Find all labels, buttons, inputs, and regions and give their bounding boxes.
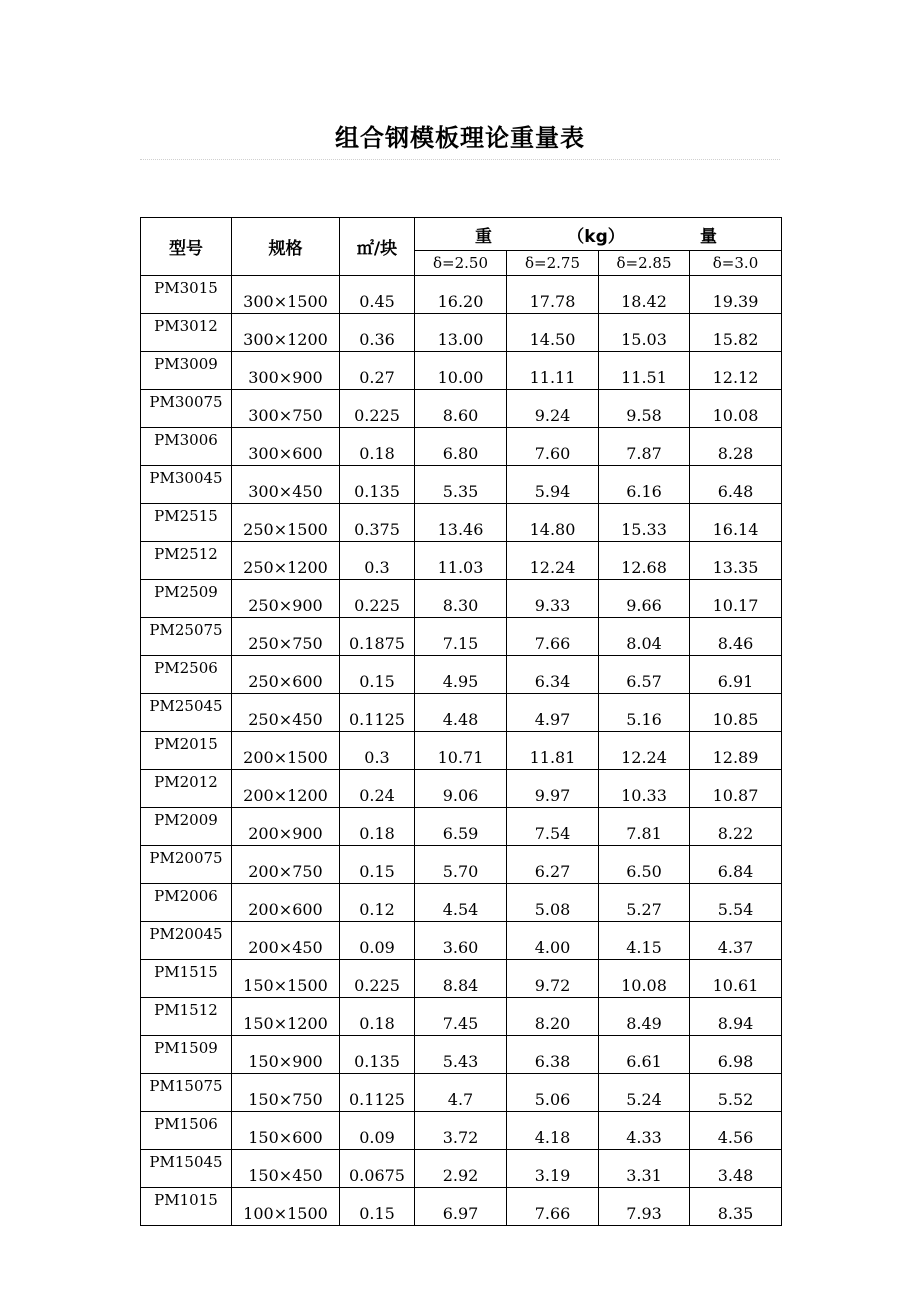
- cell-weight: 19.39: [690, 276, 782, 314]
- cell-weight: 15.03: [599, 314, 690, 352]
- table-row: [141, 618, 782, 656]
- cell-weight: 6.48: [690, 466, 782, 504]
- cell-weight: 3.19: [507, 1150, 599, 1188]
- cell-area: 0.09: [340, 1112, 415, 1150]
- cell-area: 0.18: [340, 428, 415, 466]
- cell-weight: 5.94: [507, 466, 599, 504]
- cell-weight: 9.24: [507, 390, 599, 428]
- cell-spec: 250×1500: [232, 504, 340, 542]
- cell-weight: 4.95: [415, 656, 507, 694]
- cell-weight: 6.50: [599, 846, 690, 884]
- cell-weight: 12.24: [507, 542, 599, 580]
- cell-spec: 300×1200: [232, 314, 340, 352]
- cell-area: 0.0675: [340, 1150, 415, 1188]
- cell-area: 0.15: [340, 656, 415, 694]
- cell-model: PM2512: [141, 542, 232, 580]
- cell-area: 0.45: [340, 276, 415, 314]
- cell-area: 0.225: [340, 390, 415, 428]
- cell-weight: 3.31: [599, 1150, 690, 1188]
- cell-model: PM1515: [141, 960, 232, 998]
- cell-weight: 12.89: [690, 732, 782, 770]
- table-row: [141, 1188, 782, 1226]
- cell-model: PM30045: [141, 466, 232, 504]
- cell-weight: 12.12: [690, 352, 782, 390]
- table-row: [141, 922, 782, 960]
- header-delta: δ=2.50: [415, 251, 507, 276]
- cell-weight: 16.20: [415, 276, 507, 314]
- cell-weight: 9.33: [507, 580, 599, 618]
- cell-weight: 5.43: [415, 1036, 507, 1074]
- cell-weight: 10.71: [415, 732, 507, 770]
- cell-weight: 11.81: [507, 732, 599, 770]
- cell-weight: 5.16: [599, 694, 690, 732]
- cell-model: PM3015: [141, 276, 232, 314]
- cell-weight: 4.37: [690, 922, 782, 960]
- cell-weight: 4.56: [690, 1112, 782, 1150]
- table-row: [141, 428, 782, 466]
- cell-weight: 7.66: [507, 618, 599, 656]
- cell-spec: 250×1200: [232, 542, 340, 580]
- cell-weight: 5.06: [507, 1074, 599, 1112]
- cell-weight: 15.33: [599, 504, 690, 542]
- table-row: [141, 694, 782, 732]
- cell-area: 0.18: [340, 998, 415, 1036]
- table-row: [141, 1150, 782, 1188]
- cell-area: 0.135: [340, 1036, 415, 1074]
- header-delta: δ=3.0: [690, 251, 782, 276]
- cell-weight: 9.66: [599, 580, 690, 618]
- header-spec: 规格: [232, 218, 340, 276]
- cell-spec: 250×900: [232, 580, 340, 618]
- cell-area: 0.36: [340, 314, 415, 352]
- cell-weight: 10.00: [415, 352, 507, 390]
- cell-model: PM1509: [141, 1036, 232, 1074]
- cell-weight: 12.24: [599, 732, 690, 770]
- cell-weight: 6.16: [599, 466, 690, 504]
- cell-spec: 150×1500: [232, 960, 340, 998]
- cell-weight: 7.87: [599, 428, 690, 466]
- cell-area: 0.225: [340, 580, 415, 618]
- cell-weight: 5.27: [599, 884, 690, 922]
- cell-weight: 5.70: [415, 846, 507, 884]
- cell-weight: 8.84: [415, 960, 507, 998]
- cell-spec: 300×450: [232, 466, 340, 504]
- cell-spec: 200×750: [232, 846, 340, 884]
- cell-area: 0.3: [340, 542, 415, 580]
- table-row: [141, 466, 782, 504]
- cell-area: 0.135: [340, 466, 415, 504]
- cell-weight: 4.33: [599, 1112, 690, 1150]
- cell-weight: 7.60: [507, 428, 599, 466]
- cell-weight: 7.15: [415, 618, 507, 656]
- cell-weight: 4.48: [415, 694, 507, 732]
- cell-weight: 5.54: [690, 884, 782, 922]
- cell-weight: 6.38: [507, 1036, 599, 1074]
- cell-weight: 9.58: [599, 390, 690, 428]
- cell-spec: 200×900: [232, 808, 340, 846]
- cell-weight: 8.35: [690, 1188, 782, 1226]
- cell-model: PM3009: [141, 352, 232, 390]
- cell-weight: 7.81: [599, 808, 690, 846]
- table-row: [141, 1074, 782, 1112]
- cell-weight: 5.08: [507, 884, 599, 922]
- table-body: [141, 276, 782, 1226]
- table-row: [141, 314, 782, 352]
- cell-area: 0.225: [340, 960, 415, 998]
- cell-weight: 7.66: [507, 1188, 599, 1226]
- cell-weight: 10.87: [690, 770, 782, 808]
- cell-spec: 150×750: [232, 1074, 340, 1112]
- cell-spec: 150×600: [232, 1112, 340, 1150]
- cell-weight: 9.97: [507, 770, 599, 808]
- cell-weight: 6.34: [507, 656, 599, 694]
- cell-weight: 5.24: [599, 1074, 690, 1112]
- header-weight: [415, 218, 782, 251]
- table-row: [141, 770, 782, 808]
- cell-weight: 5.35: [415, 466, 507, 504]
- cell-model: PM1512: [141, 998, 232, 1036]
- cell-model: PM1015: [141, 1188, 232, 1226]
- cell-spec: 300×900: [232, 352, 340, 390]
- cell-weight: 3.72: [415, 1112, 507, 1150]
- cell-model: PM15075: [141, 1074, 232, 1112]
- cell-weight: 17.78: [507, 276, 599, 314]
- cell-weight: 4.00: [507, 922, 599, 960]
- cell-model: PM2012: [141, 770, 232, 808]
- cell-weight: 13.00: [415, 314, 507, 352]
- weight-table: [140, 217, 782, 1226]
- cell-area: 0.27: [340, 352, 415, 390]
- cell-weight: 4.7: [415, 1074, 507, 1112]
- cell-weight: 3.48: [690, 1150, 782, 1188]
- cell-area: 0.09: [340, 922, 415, 960]
- cell-weight: 4.18: [507, 1112, 599, 1150]
- cell-spec: 300×600: [232, 428, 340, 466]
- cell-weight: 10.17: [690, 580, 782, 618]
- cell-model: PM30075: [141, 390, 232, 428]
- cell-weight: 6.27: [507, 846, 599, 884]
- cell-weight: 4.15: [599, 922, 690, 960]
- cell-weight: 6.61: [599, 1036, 690, 1074]
- cell-spec: 200×1500: [232, 732, 340, 770]
- cell-weight: 6.80: [415, 428, 507, 466]
- cell-model: PM15045: [141, 1150, 232, 1188]
- cell-weight: 8.49: [599, 998, 690, 1036]
- cell-weight: 3.60: [415, 922, 507, 960]
- cell-weight: 13.35: [690, 542, 782, 580]
- cell-model: PM2506: [141, 656, 232, 694]
- cell-area: 0.375: [340, 504, 415, 542]
- header-weight-unit: （kg）: [567, 226, 625, 247]
- cell-area: 0.12: [340, 884, 415, 922]
- header-delta: δ=2.75: [507, 251, 599, 276]
- cell-spec: 100×1500: [232, 1188, 340, 1226]
- table-row: [141, 276, 782, 314]
- cell-weight: 8.04: [599, 618, 690, 656]
- cell-weight: 7.54: [507, 808, 599, 846]
- cell-weight: 2.92: [415, 1150, 507, 1188]
- cell-weight: 18.42: [599, 276, 690, 314]
- cell-weight: 8.46: [690, 618, 782, 656]
- cell-weight: 10.61: [690, 960, 782, 998]
- cell-weight: 11.11: [507, 352, 599, 390]
- cell-weight: 11.51: [599, 352, 690, 390]
- cell-weight: 8.28: [690, 428, 782, 466]
- header-delta: δ=2.85: [599, 251, 690, 276]
- cell-spec: 150×1200: [232, 998, 340, 1036]
- table-row: [141, 732, 782, 770]
- cell-weight: 14.80: [507, 504, 599, 542]
- cell-area: 0.15: [340, 1188, 415, 1226]
- cell-weight: 6.59: [415, 808, 507, 846]
- cell-model: PM3012: [141, 314, 232, 352]
- cell-spec: 200×450: [232, 922, 340, 960]
- cell-area: 0.1125: [340, 694, 415, 732]
- table-row: [141, 390, 782, 428]
- cell-weight: 4.54: [415, 884, 507, 922]
- cell-model: PM20045: [141, 922, 232, 960]
- cell-area: 0.1125: [340, 1074, 415, 1112]
- cell-weight: 8.30: [415, 580, 507, 618]
- table-row: [141, 352, 782, 390]
- cell-model: PM2515: [141, 504, 232, 542]
- cell-weight: 12.68: [599, 542, 690, 580]
- cell-weight: 16.14: [690, 504, 782, 542]
- cell-weight: 6.98: [690, 1036, 782, 1074]
- cell-weight: 8.22: [690, 808, 782, 846]
- cell-weight: 9.06: [415, 770, 507, 808]
- cell-weight: 6.84: [690, 846, 782, 884]
- cell-weight: 9.72: [507, 960, 599, 998]
- cell-area: 0.1875: [340, 618, 415, 656]
- cell-area: 0.24: [340, 770, 415, 808]
- cell-spec: 200×1200: [232, 770, 340, 808]
- cell-weight: 10.33: [599, 770, 690, 808]
- cell-model: PM2006: [141, 884, 232, 922]
- cell-model: PM1506: [141, 1112, 232, 1150]
- table-row: [141, 542, 782, 580]
- cell-spec: 200×600: [232, 884, 340, 922]
- cell-area: 0.3: [340, 732, 415, 770]
- cell-model: PM2509: [141, 580, 232, 618]
- table-row: [141, 1036, 782, 1074]
- cell-weight: 13.46: [415, 504, 507, 542]
- cell-weight: 10.08: [690, 390, 782, 428]
- cell-weight: 6.97: [415, 1188, 507, 1226]
- cell-area: 0.18: [340, 808, 415, 846]
- cell-spec: 300×1500: [232, 276, 340, 314]
- cell-weight: 8.60: [415, 390, 507, 428]
- cell-spec: 150×450: [232, 1150, 340, 1188]
- cell-model: PM2009: [141, 808, 232, 846]
- cell-weight: 10.85: [690, 694, 782, 732]
- cell-model: PM25045: [141, 694, 232, 732]
- cell-weight: 6.57: [599, 656, 690, 694]
- cell-model: PM3006: [141, 428, 232, 466]
- header-model: 型号: [141, 218, 232, 276]
- cell-weight: 10.08: [599, 960, 690, 998]
- table-row: [141, 884, 782, 922]
- cell-model: PM2015: [141, 732, 232, 770]
- cell-weight: 6.91: [690, 656, 782, 694]
- cell-area: 0.15: [340, 846, 415, 884]
- table-row: [141, 656, 782, 694]
- cell-model: PM20075: [141, 846, 232, 884]
- table-row: [141, 846, 782, 884]
- cell-weight: 15.82: [690, 314, 782, 352]
- header-area: ㎡/块: [340, 218, 415, 276]
- cell-weight: 4.97: [507, 694, 599, 732]
- cell-spec: 250×600: [232, 656, 340, 694]
- table-row: [141, 580, 782, 618]
- cell-weight: 5.52: [690, 1074, 782, 1112]
- cell-weight: 7.93: [599, 1188, 690, 1226]
- cell-spec: 250×450: [232, 694, 340, 732]
- table-row: [141, 960, 782, 998]
- cell-spec: 300×750: [232, 390, 340, 428]
- table-row: [141, 504, 782, 542]
- table-row: [141, 808, 782, 846]
- cell-weight: 8.94: [690, 998, 782, 1036]
- title-divider: [140, 159, 780, 160]
- page-title: 组合钢模板理论重量表: [335, 124, 585, 152]
- cell-weight: 14.50: [507, 314, 599, 352]
- cell-spec: 150×900: [232, 1036, 340, 1074]
- cell-model: PM25075: [141, 618, 232, 656]
- cell-spec: 250×750: [232, 618, 340, 656]
- cell-weight: 7.45: [415, 998, 507, 1036]
- header-weight-part: 量: [700, 226, 718, 247]
- cell-weight: 11.03: [415, 542, 507, 580]
- table-row: [141, 998, 782, 1036]
- cell-weight: 8.20: [507, 998, 599, 1036]
- table-row: [141, 1112, 782, 1150]
- header-weight-part: 重: [475, 226, 492, 247]
